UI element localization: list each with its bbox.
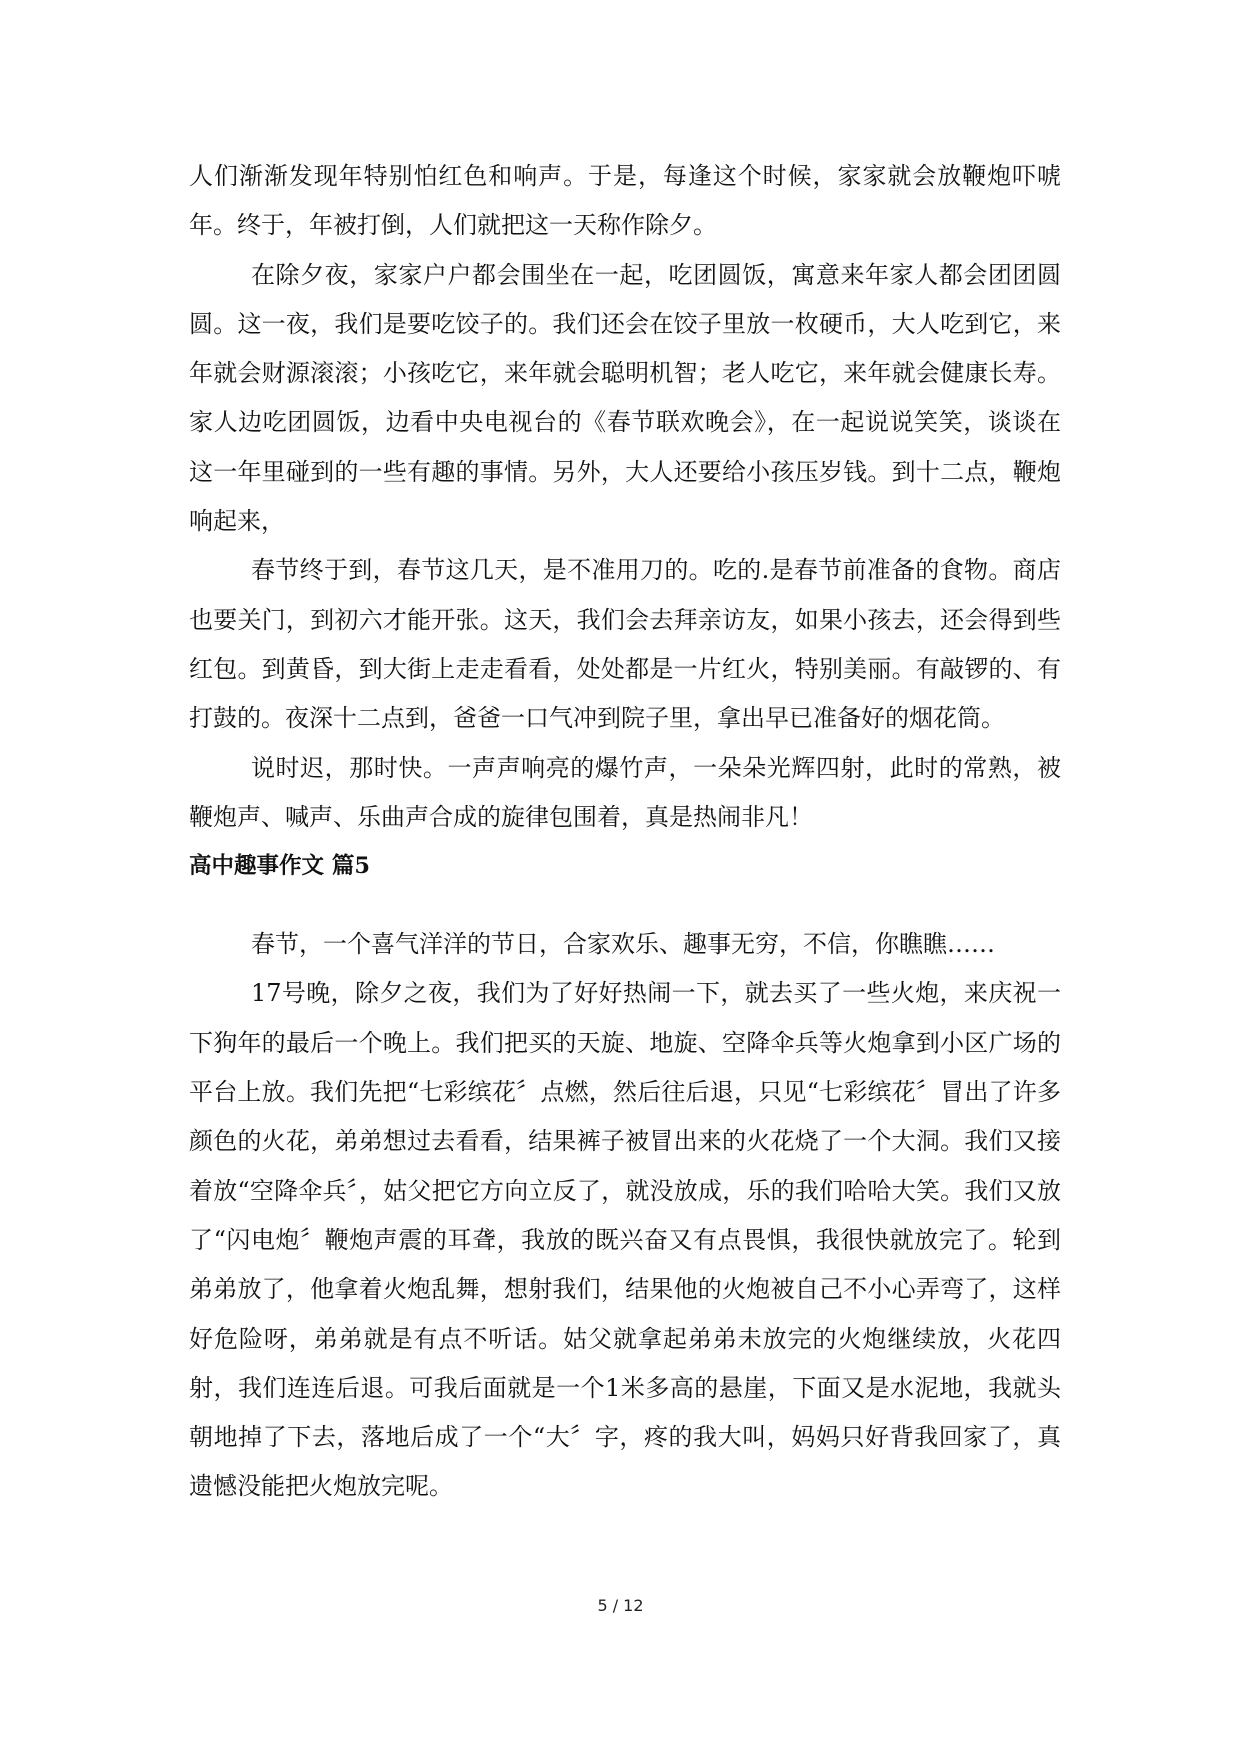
- section-title: 高中趣事作文 篇5: [189, 853, 370, 880]
- paragraph-intro: 春节，一个喜气洋洋的节日，合家欢乐、趣事无穷，不信，你瞧瞧……: [251, 930, 995, 959]
- paragraph-new-year-eve: 在除夕夜，家家户户都会围坐在一起，吃团圆饭，寓意来年家人都会团团圆圆。这一夜，我们是要吃饺子的。我们还会在饺子里放一枚硬币，大人吃到它，来年就会财源滚滚；小孩吃它，来年就会聪明机智；老人吃它，来年就会健康长寿。家人边吃团圆饭，边看中央电视台的《春节联欢晚会》，在一起说说笑笑，谈谈在这一年里碰到的一些有趣的事情。另外，大人还要给小孩压岁钱。到十二点，鞭炮响起来，: [189, 260, 1061, 536]
- page-number: 5 / 12: [597, 1596, 644, 1615]
- document-body: [189, 152, 1061, 1512]
- paragraph-firecrackers: 说时迟，那时快。一声声响亮的爆竹声，一朵朵光辉四射，此时的常熟，被鞭炮声、喊声、乐曲声合成的旋律包围着，真是热闹非凡！: [189, 753, 1061, 831]
- paragraph-spring-festival: 春节终于到，春节这几天，是不准用刀的。吃的.是春节前准备的食物。商店也要关门，到初六才能开张。这天，我们会去拜亲访友，如果小孩去，还会得到些红包。到黄昏，到大街上走走看看，处处都是一片红火，特别美丽。有敲锣的、有打鼓的。夜深十二点到，爸爸一口气冲到院子里，拿出早已准备好的烟花筒。: [189, 556, 1061, 733]
- paragraph-nian-legend: 人们渐渐发现年特别怕红色和响声。于是，每逢这个时候，家家就会放鞭炮吓唬年。终于，年被打倒，人们就把这一天称作除夕。: [189, 162, 1061, 240]
- paragraph-story: 17号晚，除夕之夜，我们为了好好热闹一下，就去买了一些火炮，来庆祝一下狗年的最后一个晚上。我们把买的天旋、地旋、空降伞兵等火炮拿到小区广场的平台上放。我们先把“七彩缤花〞点燃，然后往后退，只见“七彩缤花〞冒出了许多颜色的火花，弟弟想过去看看，结果裤子被冒出来的火花烧了一个大洞。我们又接着放“空降伞兵〞，姑父把它方向立反了，就没放成，乐的我们哈哈大笑。我们又放了“闪电炮〞鞭炮声震的耳聋，我放的既兴奋又有点畏惧，我很快就放完了。轮到弟弟放了，他拿着火炮乱舞，想射我们，结果他的火炮被自己不小心弄弯了，这样好危险呀，弟弟就是有点不听话。姑父就拿起弟弟未放完的火炮继续放，火花四射，我们连连后退。可我后面就是一个1米多高的悬崖，下面又是水泥地，我就头朝地掉了下去，落地后成了一个“大〞字，疼的我大叫，妈妈只好背我回家了，真遗憾没能把火炮放完呢。: [189, 979, 1061, 1501]
